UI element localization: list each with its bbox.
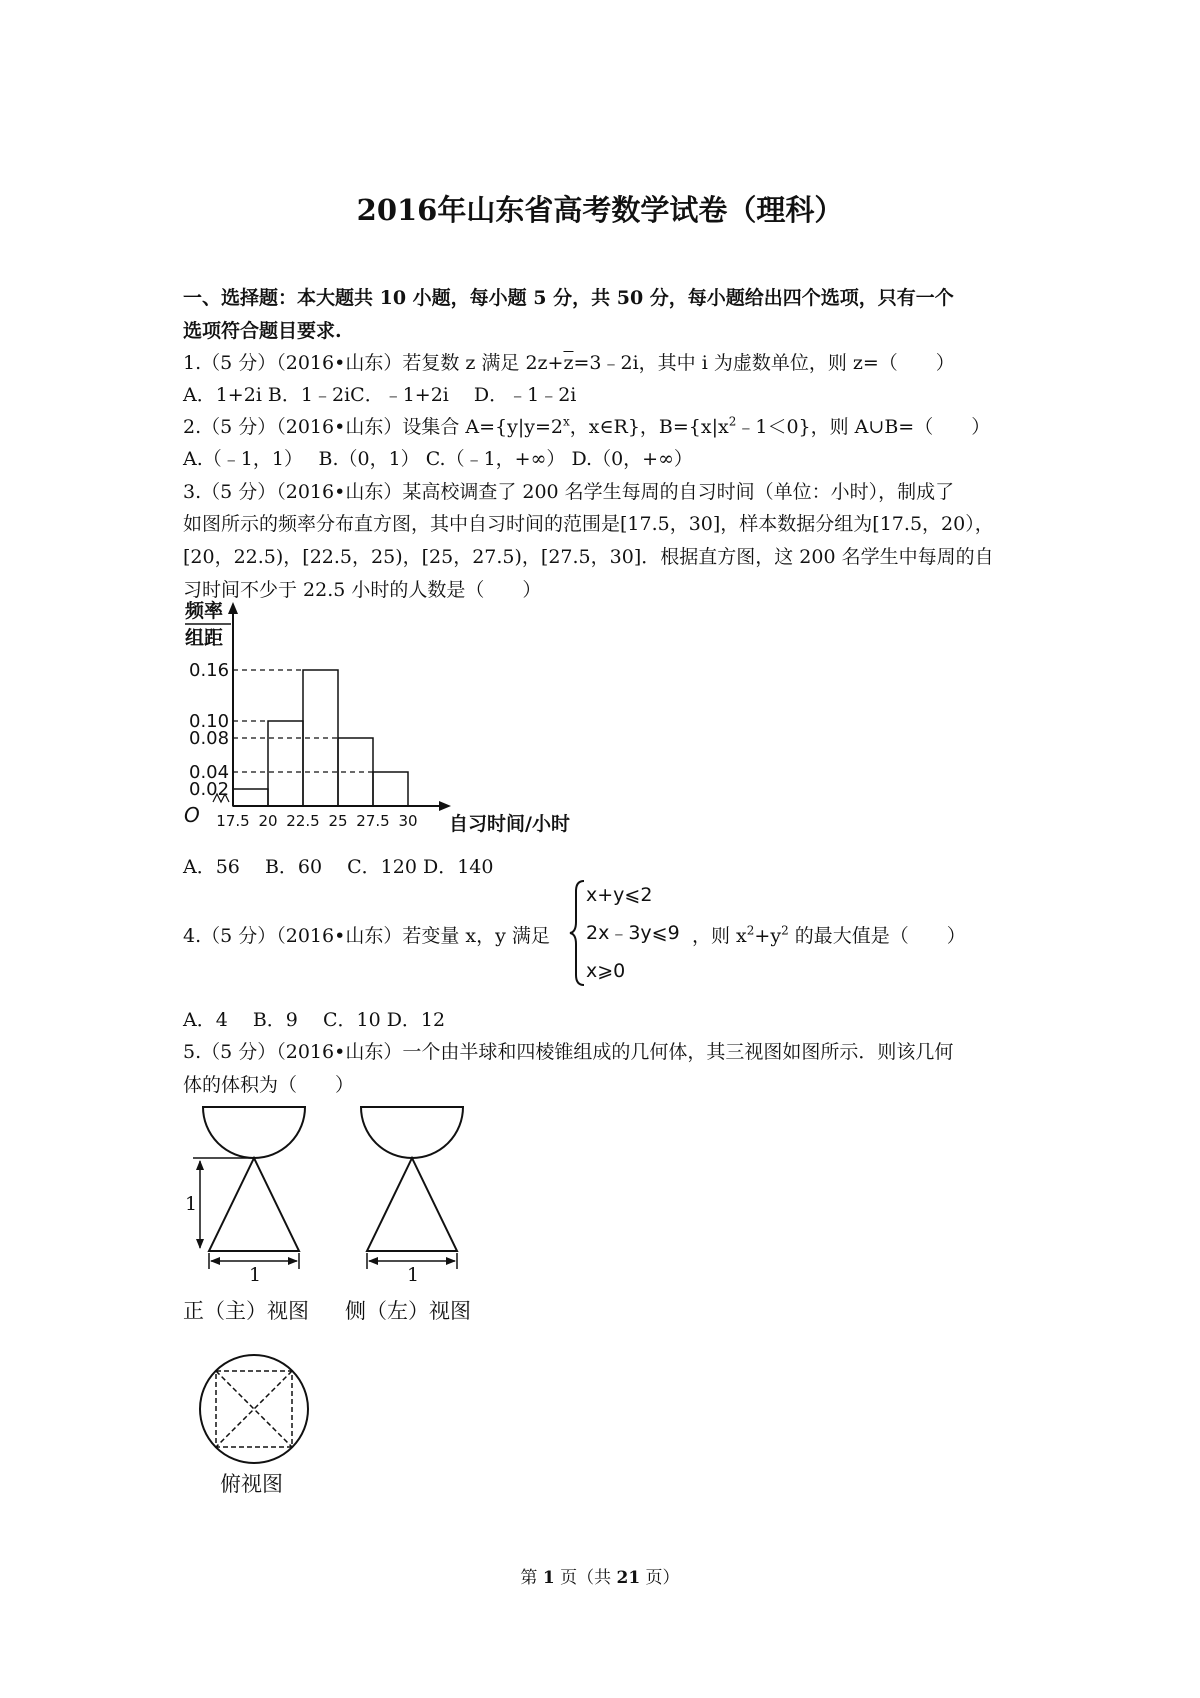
- q2-stem-part-c: ﹣1＜0}，则 A∪B=（ ）: [736, 416, 991, 438]
- y-axis-arrowhead: [228, 602, 238, 614]
- x-tick-label: 25: [328, 812, 348, 830]
- q4-sup-1: 2: [746, 923, 755, 938]
- constraint-3: x⩾0: [586, 960, 626, 982]
- side-hemisphere: [361, 1107, 463, 1158]
- question-4-stem-part-b: [692, 921, 966, 948]
- x-axis-arrowhead: [439, 801, 451, 811]
- side-width-dim: 1: [407, 1264, 420, 1286]
- side-pyramid: [367, 1158, 457, 1251]
- front-width-dim: 1: [249, 1264, 262, 1286]
- x-tick-label: 20: [258, 812, 278, 830]
- x-tick-label: 22.5: [286, 812, 320, 830]
- q1-stem-part-a: 1.（5 分）（2016•山东）若复数 z 满足 2z+: [183, 352, 564, 374]
- page-footer: [0, 1563, 1200, 1588]
- front-width-arrowhead-left: [210, 1257, 220, 1265]
- y-axis-label-top: 频率: [185, 600, 224, 622]
- question-3-line-3: [20，22.5)，[22.5，25)，[25，27.5)，[27.5，30]．根据直方图，这 200 名学生中每周的自: [183, 546, 994, 568]
- question-3-line-4: 习时间不少于 22.5 小时的人数是（ ）: [183, 579, 542, 601]
- q4-stem-c: +y: [754, 925, 782, 947]
- question-1-options: A．1+2i B．1﹣2iC．﹣1+2i D．﹣1﹣2i: [183, 384, 577, 406]
- question-1-stem: [183, 348, 955, 375]
- front-width-arrowhead-right: [288, 1257, 298, 1265]
- footer-total-pages: 21: [616, 1568, 641, 1588]
- question-2-stem: [183, 412, 990, 439]
- histogram-figure: [183, 598, 603, 840]
- side-view-figure: [349, 1103, 479, 1286]
- footer-page-number: 1: [542, 1568, 555, 1588]
- q2-stem-part-b: ，x∈R}，B={x|x: [569, 416, 729, 438]
- question-3-line-2: 如图所示的频率分布直方图，其中自习时间的范围是[17.5，30]，样本数据分组为[17.5，20），: [183, 513, 994, 535]
- y-tick-label: 0.02: [189, 779, 230, 800]
- front-height-arrowhead-top: [196, 1160, 204, 1170]
- front-height-dim: 1: [185, 1193, 198, 1215]
- y-tick-label: 0.04: [189, 762, 230, 783]
- x-tick-label: 30: [398, 812, 418, 830]
- side-width-arrowhead-left: [368, 1257, 378, 1265]
- y-tick-label: 0.16: [189, 660, 230, 681]
- question-5-line-1: 5.（5 分）（2016•山东）一个由半球和四棱锥组成的几何体，其三视图如图所示．则该几何: [183, 1041, 954, 1063]
- q1-conjugate-z: $\overline{z}$: [563, 352, 574, 374]
- x-axis-label: 自习时间/小时: [449, 813, 570, 835]
- constraint-1: x+y⩽2: [586, 884, 653, 906]
- page-title: 2016年山东省高考数学试卷（理科）: [356, 193, 844, 227]
- x-tick-label: 17.5: [216, 812, 250, 830]
- histogram-bar: [373, 772, 408, 806]
- question-2-options: A.（﹣1，1） B.（0，1） C.（﹣1，+∞） D.（0，+∞）: [183, 448, 693, 470]
- y-tick-label: 0.10: [189, 711, 230, 732]
- front-pyramid: [209, 1158, 299, 1251]
- left-brace: [570, 881, 584, 985]
- origin-label: O: [184, 803, 200, 827]
- q4-sup-2: 2: [781, 923, 789, 938]
- y-tick-label: 0.08: [189, 728, 230, 749]
- q2-sup-x: x: [562, 414, 570, 429]
- question-4-stem-part-a: 4.（5 分）（2016•山东）若变量 x，y 满足: [183, 925, 550, 947]
- q4-stem-d: 的最大值是（ ）: [788, 925, 966, 947]
- section-heading: 一、选择题：本大题共 10 小题，每小题 5 分，共 50 分，每小题给出四个选项，只有一个: [183, 287, 954, 309]
- top-view-label: 俯视图: [220, 1472, 283, 1496]
- question-4-options: A．4 B．9 C．10 D．12: [183, 1009, 446, 1031]
- q4-stem-b: ，则 x: [692, 925, 747, 947]
- q2-sup-2: 2: [728, 414, 737, 429]
- q1-stem-part-b: =3﹣2i，其中 i 为虚数单位，则 z=（ ）: [573, 352, 955, 374]
- question-5-line-2: 体的体积为（ ）: [183, 1074, 355, 1096]
- q2-stem-part-a: 2.（5 分）（2016•山东）设集合 A={y|y=2: [183, 416, 563, 438]
- footer-suffix: 页）: [640, 1568, 680, 1588]
- x-tick-label: 27.5: [356, 812, 390, 830]
- histogram-bar: [233, 789, 268, 806]
- front-hemisphere: [203, 1107, 305, 1158]
- side-view-label: 侧（左）视图: [345, 1299, 471, 1323]
- footer-mid: 页（共: [554, 1568, 617, 1588]
- question-3-options: A．56 B．60 C．120 D．140: [183, 856, 494, 878]
- constraint-system: [568, 877, 698, 989]
- constraint-2: 2x﹣3y⩽9: [586, 922, 680, 944]
- side-width-arrowhead-right: [446, 1257, 456, 1265]
- front-view-label: 正（主）视图: [183, 1299, 309, 1323]
- question-3-line-1: 3.（5 分）（2016•山东）某高校调查了 200 名学生每周的自习时间（单位：小时），制成了: [183, 481, 955, 503]
- top-view-figure: [196, 1351, 314, 1469]
- footer-prefix: 第: [520, 1568, 543, 1588]
- histogram-bar: [268, 721, 303, 806]
- front-height-arrowhead-bottom: [196, 1239, 204, 1249]
- front-view-figure: [183, 1103, 323, 1286]
- y-axis-label-bottom: 组距: [185, 627, 224, 649]
- section-heading-cont: 选项符合题目要求.: [183, 320, 342, 342]
